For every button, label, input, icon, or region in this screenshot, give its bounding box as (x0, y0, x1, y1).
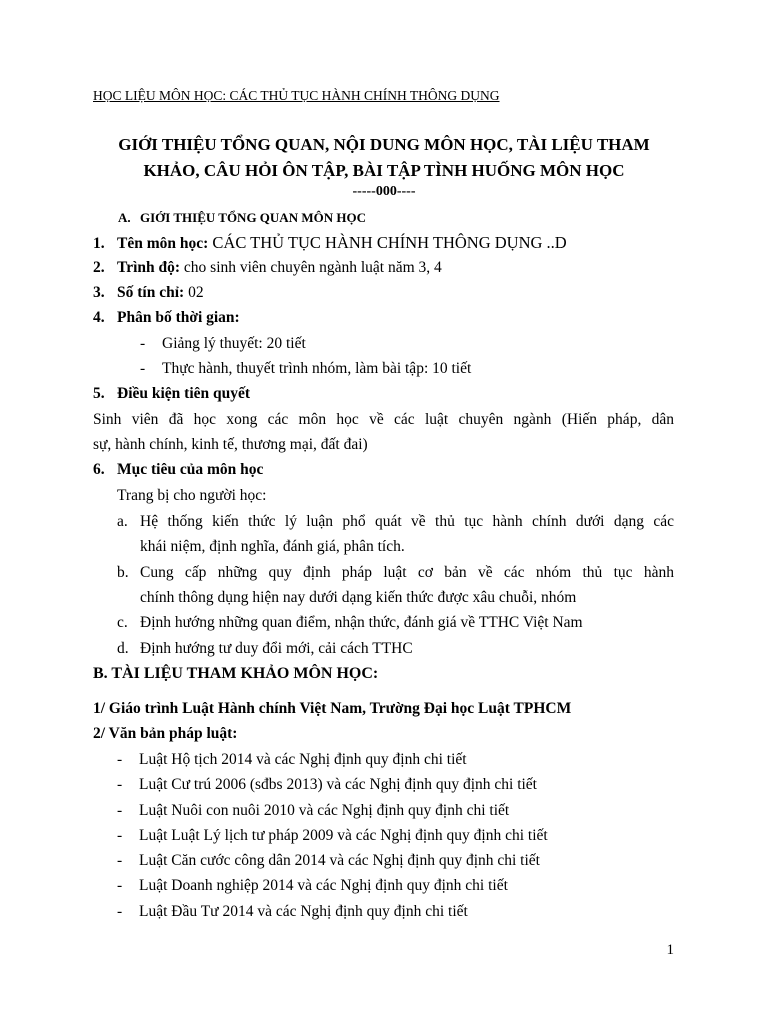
info-item-course-name (93, 233, 567, 253)
time-item-theory (140, 335, 306, 353)
objective-letter: c. (117, 614, 128, 631)
law-text: Luật Nuôi con nuôi 2010 và các Nghị định quy định chi tiết (139, 802, 510, 819)
main-title-line-1: GIỚI THIỆU TỔNG QUAN, NỘI DUNG MÔN HỌC, TÀI LIỆU THAM (118, 135, 650, 154)
dash-bullet: - (117, 852, 123, 869)
dash-bullet: - (117, 776, 123, 793)
item-value: cho sinh viên chuyên ngành luật năm 3, 4 (180, 259, 442, 276)
law-text: Luật Đầu Tư 2014 và các Nghị định quy định chi tiết (139, 903, 468, 920)
item-number: 1. (93, 235, 105, 252)
main-title (80, 132, 688, 184)
item-number: 5. (93, 385, 105, 402)
item-label: Mục tiêu của môn học (117, 461, 264, 478)
objective-text: khái niệm, định nghĩa, đánh giá, phân tích. (140, 538, 405, 555)
law-text: Luật Hộ tịch 2014 và các Nghị định quy định chi tiết (139, 751, 467, 768)
law-text: Luật Cư trú 2006 (sđbs 2013) và các Nghị định quy định chi tiết (139, 776, 537, 793)
textbook-reference: 1/ Giáo trình Luật Hành chính Việt Nam, Trường Đại học Luật TPHCM (93, 700, 572, 717)
info-item-time-allocation (93, 309, 240, 327)
law-item (117, 877, 508, 895)
dash-bullet: - (140, 360, 146, 377)
objective-letter: b. (117, 564, 129, 581)
prereq-text-line-1: Sinh viên đã học xong các môn học về các luật chuyên ngành (Hiến pháp, dân (93, 411, 674, 428)
item-number: 4. (93, 309, 105, 326)
dash-bullet: - (117, 751, 123, 768)
item-number: 6. (93, 461, 105, 478)
dash-bullet: - (117, 827, 123, 844)
info-item-credits (93, 284, 204, 302)
course-title-line: HỌC LIỆU MÔN HỌC: CÁC THỦ TỤC HÀNH CHÍNH THÔNG DỤNG (93, 88, 500, 103)
item-number: 3. (93, 284, 105, 301)
prereq-heading (93, 385, 250, 403)
item-label: Trình độ: (117, 259, 181, 276)
law-text: Luật Căn cước công dân 2014 và các Nghị định quy định chi tiết (139, 852, 540, 869)
section-b-heading: B. TÀI LIỆU THAM KHẢO MÔN HỌC: (93, 665, 379, 682)
page-number: 1 (666, 942, 674, 958)
legal-documents-heading: 2/ Văn bản pháp luật: (93, 725, 238, 742)
info-item-level (93, 259, 442, 277)
section-a-title: GIỚI THIỆU TỔNG QUAN MÔN HỌC (140, 210, 366, 225)
objective-letter: d. (117, 640, 129, 657)
section-a-heading (118, 210, 366, 226)
main-title-line-2: KHẢO, CÂU HỎI ÔN TẬP, BÀI TẬP TÌNH HUỐNG MÔN HỌC (143, 161, 625, 180)
objective-text: Hệ thống kiến thức lý luận phổ quát về thủ tục hành chính dưới dạng các (140, 513, 674, 530)
dash-bullet: - (117, 802, 123, 819)
objective-text: Định hướng những quan điểm, nhận thức, đánh giá về TTHC Việt Nam (140, 614, 583, 631)
item-label: Phân bố thời gian: (117, 309, 240, 326)
section-a-letter: A. (118, 210, 131, 225)
law-item (117, 852, 540, 870)
item-value: 02 (184, 284, 204, 301)
item-number: 2. (93, 259, 105, 276)
law-text: Luật Luật Lý lịch tư pháp 2009 và các Nghị định quy định chi tiết (139, 827, 548, 844)
objective-text: Định hướng tư duy đổi mới, cải cách TTHC (140, 640, 413, 657)
law-item (117, 802, 509, 820)
prereq-text-line-2: sự, hành chính, kinh tế, thương mại, đất đai) (93, 436, 368, 453)
law-item (117, 903, 468, 921)
objective-letter: a. (117, 513, 128, 530)
law-item (117, 751, 467, 769)
item-label: Số tín chỉ: (117, 284, 185, 301)
separator: -----000---- (352, 184, 416, 199)
dash-bullet: - (140, 335, 146, 352)
dash-bullet: - (117, 877, 123, 894)
time-item-practice (140, 360, 471, 378)
time-item-text: Thực hành, thuyết trình nhóm, làm bài tập: 10 tiết (162, 360, 472, 377)
objectives-intro: Trang bị cho người học: (117, 487, 267, 504)
dash-bullet: - (117, 903, 123, 920)
law-item (117, 827, 548, 845)
objective-text: Cung cấp những quy định pháp luật cơ bản về các nhóm thủ tục hành (140, 564, 674, 581)
item-label: Điều kiện tiên quyết (117, 385, 251, 402)
law-item (117, 776, 537, 794)
objectives-heading (93, 461, 263, 479)
time-item-text: Giảng lý thuyết: 20 tiết (162, 335, 306, 352)
item-value: CÁC THỦ TỤC HÀNH CHÍNH THÔNG DỤNG ..D (208, 233, 567, 252)
objective-text: chính thông dụng hiện nay dưới dạng kiến thức được xâu chuỗi, nhóm (140, 589, 577, 606)
law-text: Luật Doanh nghiệp 2014 và các Nghị định quy định chi tiết (139, 877, 508, 894)
item-label: Tên môn học: (117, 235, 209, 252)
